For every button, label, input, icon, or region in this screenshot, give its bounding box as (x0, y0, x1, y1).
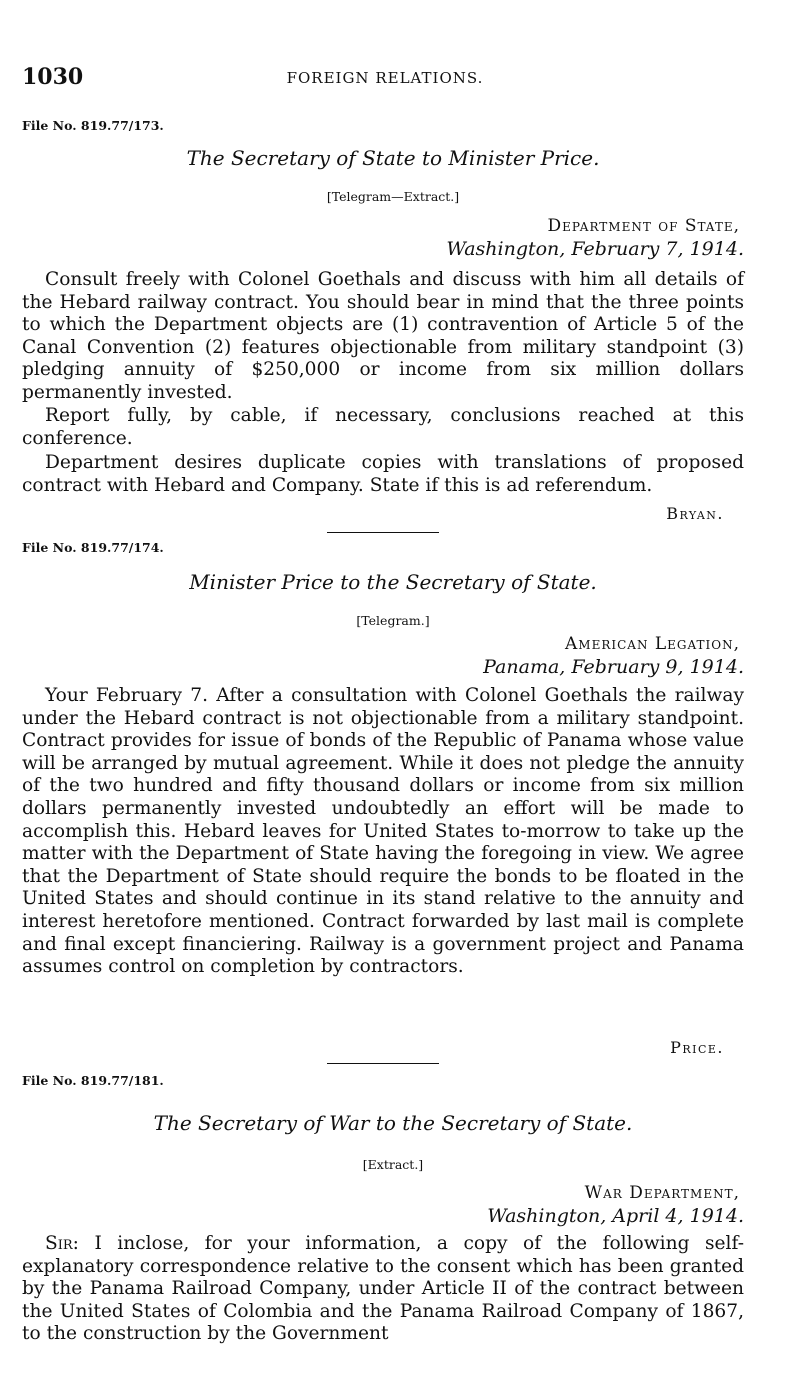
place-date: Panama, February 9, 1914. (483, 656, 744, 678)
signature: Price. (670, 1038, 724, 1057)
page-header (22, 64, 748, 96)
paragraph (22, 1233, 744, 1346)
paragraph-text: I inclose, for your information, a copy of the following self-explanatory correspondence relative to the consent which has been granted by the Panama Railroad Company, under Article II of the contract between the United States of Colombia and the Panama Railroad Company of 1867, to the construction by the Government (22, 1233, 744, 1345)
running-head: FOREIGN RELATIONS. (286, 69, 484, 87)
file-number: File No. 819.77/181. (22, 1073, 164, 1088)
section-divider (327, 532, 439, 533)
paragraph: Consult freely with Colonel Goethals and discuss with him all details of the Hebard railway contract. You should bear in mind that the three points to which the Department objects are (1) contravention of Article 5 of the Canal Convention (2) features objectionable from military standpoint (3) pledging annuity of $250,000 or income from six million dollars permanently invested. (22, 269, 744, 403)
paragraph: Department desires duplicate copies with translations of proposed contract with Hebard and Company. State if this is ad referendum. (22, 452, 744, 496)
section-divider (327, 1063, 439, 1064)
document-subtitle: [Telegram.] (356, 613, 430, 628)
place-date: Washington, April 4, 1914. (487, 1205, 744, 1227)
salutation: Sir: (45, 1233, 79, 1254)
paragraph: Your February 7. After a consultation with Colonel Goethals the railway under the Hebard contract is not objectionable from a military standpoint. Contract provides for issue of bonds of the Republic of Panama whose value will be arranged by mutual agreement. While it does not pledge the annuity of the two hundred and fifty thousand dollars or income from six million dollars permanently invested undoubtedly an effort will be made to accomplish this. Hebard leaves for United States to-morrow to take up the matter with the Department of State having the foregoing in view. We agree that the Department of State should require the bonds to be floated in the United States and should continue in its stand relative to the annuity and interest heretofore mentioned. Contract forwarded by last mail is complete and final except financiering. Railway is a government project and Panama assumes control on completion by contractors. (22, 685, 744, 978)
file-number: File No. 819.77/173. (22, 118, 164, 133)
page-number: 1030 (22, 64, 84, 90)
document-subtitle: [Extract.] (362, 1157, 424, 1172)
file-number: File No. 819.77/174. (22, 540, 164, 555)
document-title: The Secretary of State to Minister Price. (186, 146, 600, 170)
document-title: The Secretary of War to the Secretary of State. (153, 1111, 633, 1135)
document-title: Minister Price to the Secretary of State. (189, 570, 597, 594)
signature: Bryan. (666, 504, 724, 523)
document-subtitle: [Telegram—Extract.] (326, 189, 460, 204)
place-date: Washington, February 7, 1914. (446, 238, 744, 260)
sender-department: Department of State, (547, 216, 740, 236)
paragraph: Report fully, by cable, if necessary, conclusions reached at this conference. (22, 405, 744, 449)
sender-department: American Legation, (565, 634, 740, 654)
sender-department: War Department, (584, 1183, 740, 1203)
